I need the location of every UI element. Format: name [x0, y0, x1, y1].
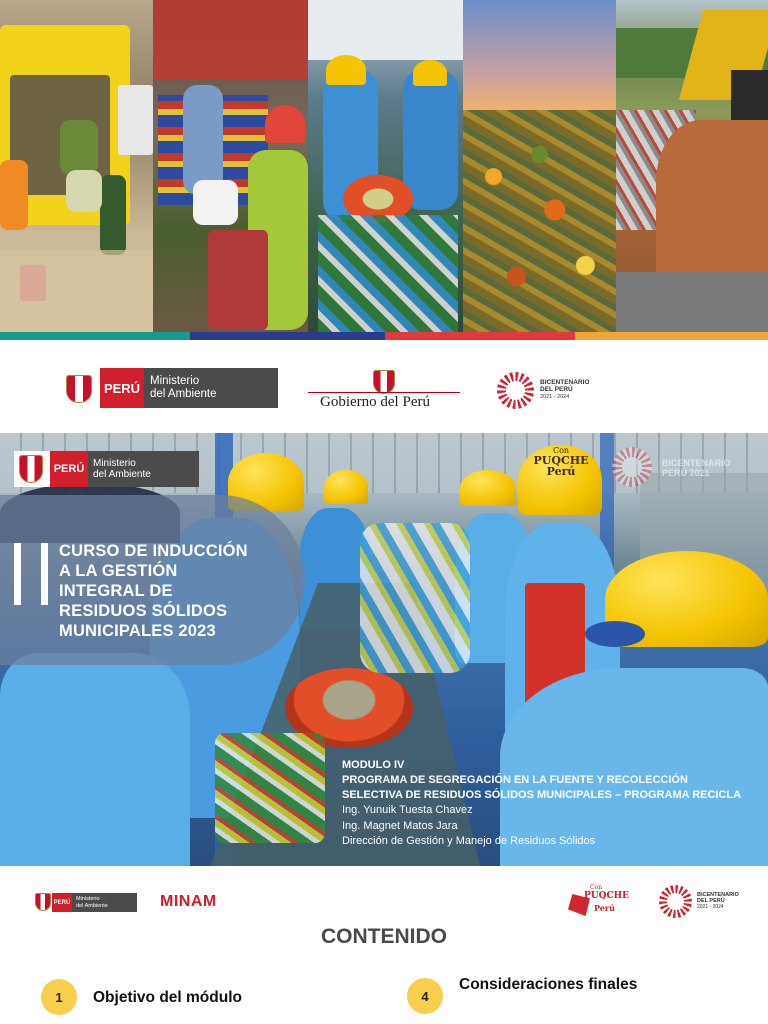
module-title-line1: PROGRAMA DE SEGREGACIÓN EN LA FUENTE Y RECOLECCIÓN — [342, 774, 688, 786]
puqche-big: PUQCHE — [584, 891, 629, 901]
footer-bicentenario-line1: BICENTENARIO — [697, 892, 739, 898]
bicentenario-label — [540, 379, 589, 400]
government-label: Gobierno del Perú — [320, 394, 430, 410]
divider-line — [308, 392, 460, 393]
contents-heading: CONTENIDO — [321, 925, 447, 948]
photo-collage — [0, 0, 768, 332]
ministry-line1: Ministerio — [150, 375, 200, 388]
bicentenario-watermark — [662, 459, 731, 479]
author-2: Ing. Magnet Matos Jara — [342, 819, 458, 832]
color-stripe — [0, 332, 768, 340]
photo-garbage-truck — [0, 0, 153, 332]
hero-ministry-label — [88, 451, 199, 487]
peru-coat-of-arms-icon — [35, 893, 51, 911]
contents-number-badge: 4 — [407, 978, 443, 1014]
helmet-sticker — [526, 447, 596, 477]
hero-peru-label: PERÚ — [50, 451, 88, 487]
roman-numeral-ii — [14, 543, 48, 605]
bicentenario-logo-icon — [497, 372, 534, 409]
minam-logo: MINAM — [160, 893, 217, 910]
footer-bicentenario-logo-icon — [659, 885, 692, 918]
department: Dirección de Gestión y Manejo de Residuos Sólidos — [342, 835, 596, 847]
contents-item-objective[interactable]: Objetivo del módulo — [93, 989, 242, 1006]
watermark-line1: BICENTENARIO — [662, 458, 731, 468]
footer-ministry-label — [72, 893, 137, 912]
bicentenario-years: 2021 - 2024 — [540, 393, 570, 400]
bicentenario-line1: BICENTENARIO — [540, 379, 590, 386]
sticker-small: Con — [552, 446, 570, 455]
ministry-label — [144, 368, 278, 408]
institutional-logo-band — [0, 340, 768, 433]
footer-bicentenario-line2: DEL PERÚ — [697, 898, 725, 905]
peru-coat-of-arms-icon — [373, 370, 395, 394]
footer-ministry-line2: del Ambiente — [76, 902, 108, 909]
sticker-country: Perú — [546, 465, 576, 478]
photo-store-collection — [153, 0, 308, 332]
photo-organic-waste — [463, 0, 616, 332]
photo-landfill-excavator — [616, 0, 768, 332]
bicentenario-watermark-icon — [612, 447, 652, 487]
footer-bicentenario-years: 2021 - 2024 — [697, 903, 724, 910]
module-number: MODULO IV — [342, 759, 405, 771]
watermark-line2: PERÚ 2021 — [662, 467, 710, 478]
module-title-line2: SELECTIVA DE RESIDUOS SÓLIDOS MUNICIPALES – PROGRAMA RECICLA — [342, 789, 742, 801]
contents-number-badge: 1 — [41, 979, 77, 1015]
ministry-line2: del Ambiente — [150, 388, 217, 400]
peru-coat-of-arms-icon — [66, 375, 92, 403]
puqche-country: Perú — [594, 903, 615, 913]
footer-peru-label: PERÚ — [52, 893, 72, 912]
hero-ministry-line1: Ministerio — [93, 458, 136, 469]
hero-ministry-line2: del Ambiente — [93, 469, 151, 480]
peru-label: PERÚ — [100, 368, 144, 408]
puqche-peru-logo — [568, 884, 628, 920]
author-1: Ing. Yunuik Tuesta Chavez — [342, 804, 473, 816]
course-hero-banner — [0, 433, 768, 866]
bicentenario-line2: DEL PERÚ — [540, 386, 573, 394]
peru-coat-of-arms-icon — [19, 455, 43, 483]
footer-ministry-line1: Ministerio — [76, 896, 100, 903]
contents-item-final-considerations[interactable]: Consideraciones finales — [459, 976, 638, 993]
photo-segregation-line — [308, 0, 463, 332]
sticker-big: PUQCHE — [533, 454, 589, 467]
module-info — [342, 758, 768, 850]
footer-logo-band — [0, 866, 768, 926]
footer-bicentenario-label — [697, 892, 739, 910]
puqche-small: Con — [590, 884, 603, 891]
course-title: CURSO DE INDUCCIÓN A LA GESTIÓN INTEGRAL DE RESIDUOS SÓLIDOS MUNICIPALES 2023 — [59, 542, 248, 640]
